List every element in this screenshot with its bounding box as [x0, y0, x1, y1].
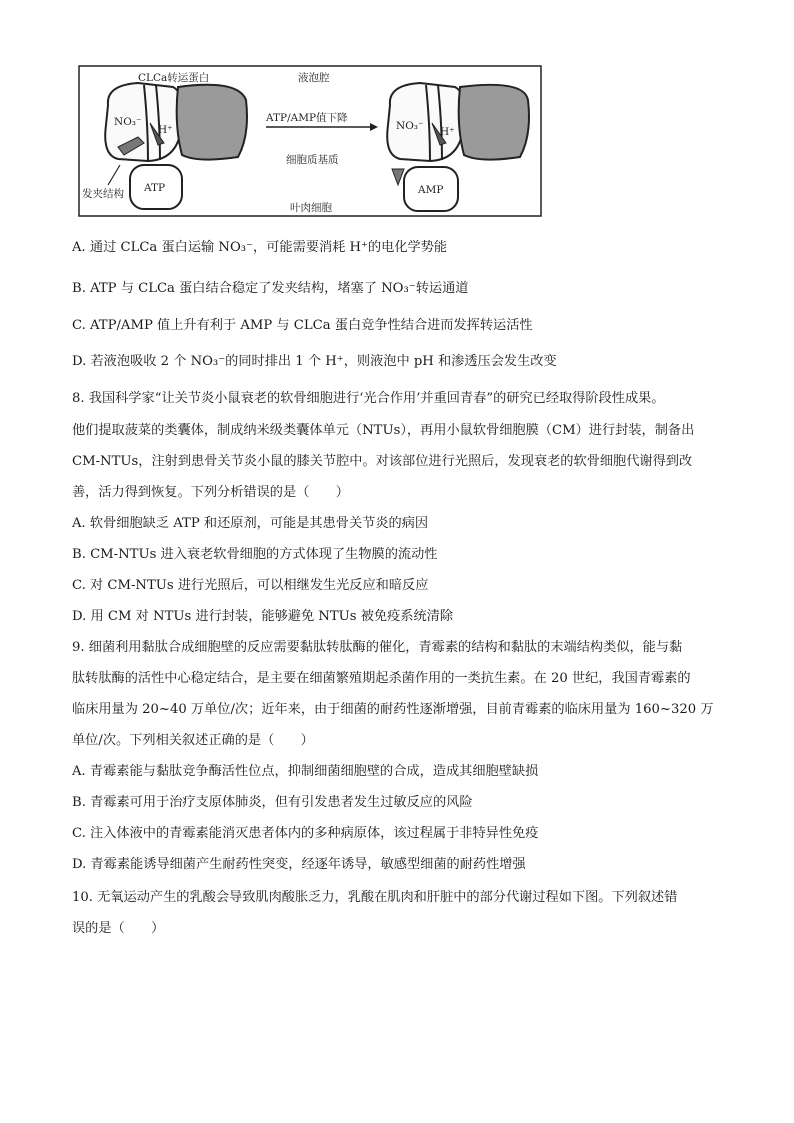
q9-stem-line: 单位/次。下列相关叙述正确的是（ ）	[72, 733, 314, 748]
q9-option-b: B. 青霉素可用于治疗支原体肺炎，但有引发患者发生过敏反应的风险	[72, 795, 473, 810]
q7-option-d: D. 若液泡吸收 2 个 NO₃⁻的同时排出 1 个 H⁺，则液泡中 pH 和渗透压会发生改变	[72, 354, 557, 369]
q9-stem-line: 9. 细菌利用黏肽合成细胞壁的反应需要黏肽转肽酶的催化，青霉素的结构和黏肽的末端结构类似，能与黏	[72, 640, 683, 655]
q8-option-d: D. 用 CM 对 NTUs 进行封装，能够避免 NTUs 被免疫系统清除	[72, 609, 454, 624]
q9-stem-line: 临床用量为 20~40 万单位/次；近年来，由于细菌的耐药性逐渐增强，目前青霉素的临床用量为 160~320 万	[72, 702, 714, 717]
q8-option-c: C. 对 CM-NTUs 进行光照后，可以相继发生光反应和暗反应	[72, 578, 429, 593]
q8-option-a: A. 软骨细胞缺乏 ATP 和还原剂，可能是其患骨关节炎的病因	[72, 516, 429, 531]
label-no3-right: NO₃⁻	[396, 120, 424, 132]
q8-stem-line: 8. 我国科学家“让关节炎小鼠衰老的软骨细胞进行‘光合作用’并重回青春”的研究已经取得阶段性成果。	[72, 391, 665, 406]
label-leaf-cell: 叶肉细胞	[290, 202, 332, 214]
label-arrow: ATP/AMP值下降	[266, 112, 348, 124]
q10-stem-line: 10. 无氧运动产生的乳酸会导致肌肉酸胀乏力，乳酸在肌肉和肝脏中的部分代谢过程如下图。下列叙述错	[72, 890, 678, 905]
q8-option-b: B. CM-NTUs 进入衰老软骨细胞的方式体现了生物膜的流动性	[72, 547, 438, 562]
q9-option-d: D. 青霉素能诱导细菌产生耐药性突变，经逐年诱导，敏感型细菌的耐药性增强	[72, 857, 526, 872]
right-vacuole-shape	[459, 85, 529, 160]
left-vacuole-shape	[177, 85, 247, 160]
clca-diagram	[78, 65, 542, 217]
q8-stem-line: 善，活力得到恢复。下列分析错误的是（ ）	[72, 485, 349, 500]
clca-diagram-svg	[78, 65, 542, 217]
q9-option-c: C. 注入体液中的青霉素能消灭患者体内的多种病原体，该过程属于非特异性免疫	[72, 826, 539, 841]
q9-stem-line: 肽转肽酶的活性中心稳定结合，是主要在细菌繁殖期起杀菌作用的一类抗生素。在 20 世纪，我国青霉素的	[72, 671, 691, 686]
label-cytoplasm: 细胞质基质	[286, 154, 339, 166]
q10-stem-line: 误的是（ ）	[72, 921, 165, 936]
label-atp: ATP	[144, 182, 166, 194]
label-amp: AMP	[418, 184, 444, 196]
label-h-left: H⁺	[158, 124, 173, 136]
label-h-right: H⁺	[440, 126, 455, 138]
q7-option-b: B. ATP 与 CLCa 蛋白结合稳定了发夹结构，堵塞了 NO₃⁻转运通道	[72, 281, 469, 296]
label-hairpin: 发夹结构	[82, 188, 124, 200]
label-no3-left: NO₃⁻	[114, 116, 142, 128]
q7-option-c: C. ATP/AMP 值上升有利于 AMP 与 CLCa 蛋白竞争性结合进而发挥转运活性	[72, 318, 533, 333]
q8-stem-line: CM-NTUs，注射到患骨关节炎小鼠的膝关节腔中。对该部位进行光照后，发现衰老的软骨细胞代谢得到改	[72, 454, 693, 469]
q7-option-a: A. 通过 CLCa 蛋白运输 NO₃⁻，可能需要消耗 H⁺的电化学势能	[72, 240, 448, 255]
label-vacuole: 液泡腔	[298, 72, 330, 84]
q8-stem-line: 他们提取菠菜的类囊体，制成纳米级类囊体单元（NTUs），再用小鼠软骨细胞膜（CM）进行封装，制备出	[72, 423, 695, 438]
label-protein: CLCa转运蛋白	[138, 72, 210, 84]
q9-option-a: A. 青霉素能与黏肽竞争酶活性位点，抑制细菌细胞壁的合成，造成其细胞壁缺损	[72, 764, 539, 779]
